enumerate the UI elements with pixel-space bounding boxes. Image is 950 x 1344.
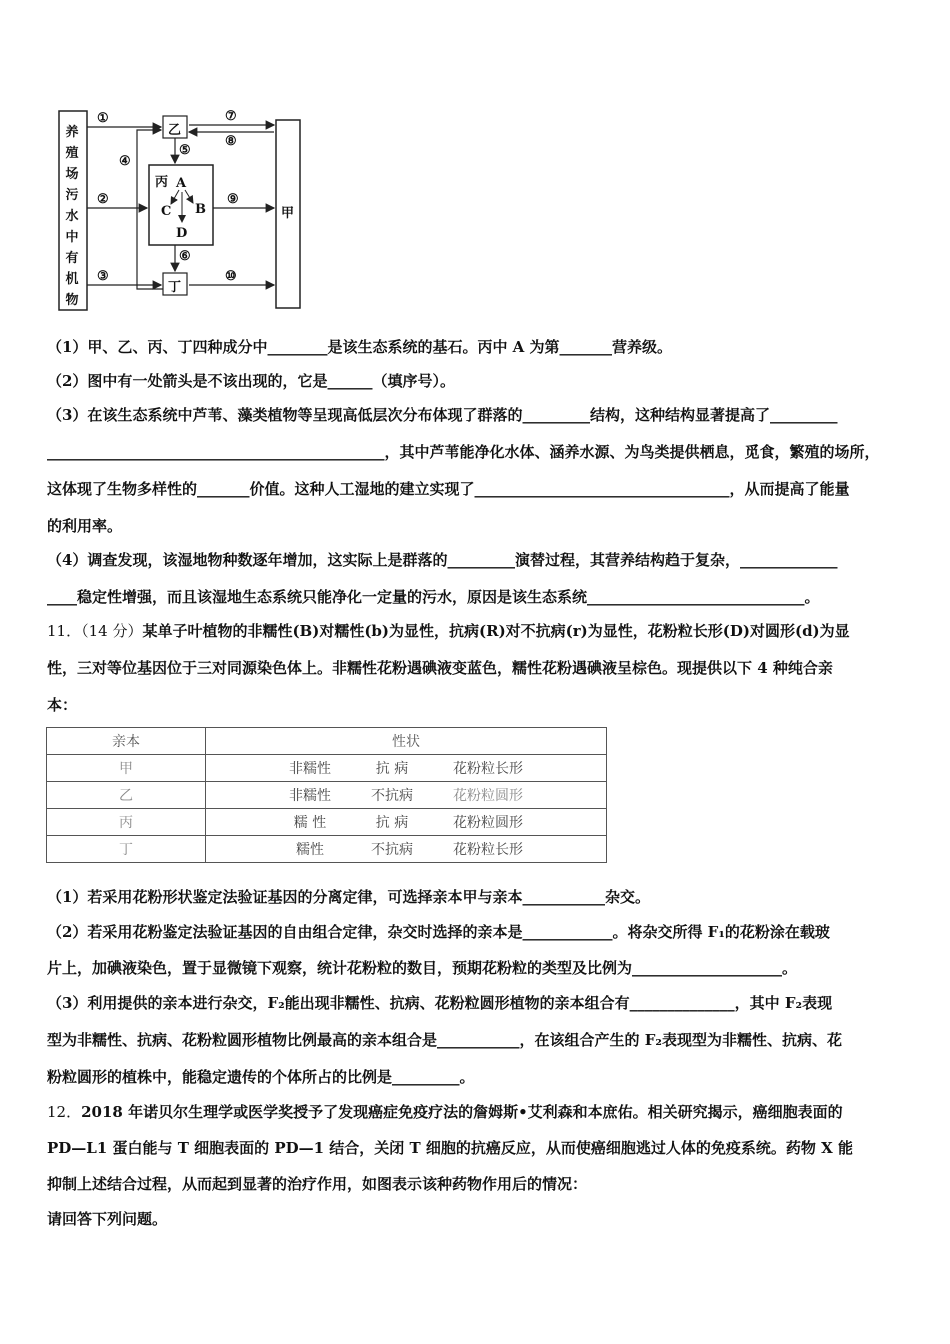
q11-sub3-line3: 粉粒圆形的植株中，能稳定遗传的个体所占的比例是_________。	[47, 1068, 475, 1086]
trait-starch: 非糯性	[289, 761, 331, 777]
q12-line2: PD—L1 蛋白能与 T 细胞表面的 PD—1 结合，关闭 T 细胞的抗癌反应，从而使癌细胞逃过人体的免疫系统。药物 X 能	[47, 1139, 853, 1157]
trait-disease: 抗 病	[375, 815, 409, 831]
trait-pollen: 花粉粒圆形	[453, 815, 523, 831]
trait-disease: 不抗病	[371, 842, 413, 858]
q11-sub3-line1: （3）利用提供的亲本进行杂交，F₂能出现非糯性、抗病、花粉粒圆形植物的亲本组合有______________，其中 F₂表现	[47, 994, 833, 1012]
q10-part3-line4: 的利用率。	[47, 517, 123, 535]
node-ding: 丁	[168, 280, 182, 295]
q10-part3-line3: 这体现了生物多样性的_______价值。这种人工湿地的建立实现了__________________________________，从而提高了能量	[47, 480, 850, 498]
q11-sub3-line2: 型为非糯性、抗病、花粉粒圆形植物比例最高的亲本组合是___________，在该组合产生的 F₂表现型为非糯性、抗病、花	[47, 1031, 842, 1049]
arrow-9: ⑨	[227, 192, 239, 207]
trait-starch: 糯 性	[293, 815, 327, 831]
traits-cell	[206, 755, 607, 782]
header-traits: 性状	[206, 728, 607, 755]
arrow-1: ①	[97, 111, 109, 126]
trait-disease: 抗 病	[375, 761, 409, 777]
q10-part3-line2: _____________________________________________，其中芦苇能净化水体、涵养水源、为鸟类提供栖息，觅食，繁殖的场所，	[47, 443, 880, 461]
arrow-4: ④	[119, 154, 131, 169]
trait-starch: 糯性	[296, 842, 324, 858]
q11-sub1: （1）若采用花粉形状鉴定法验证基因的分离定律，可选择亲本甲与亲本___________杂交。	[47, 888, 650, 906]
trait-pollen: 花粉粒长形	[453, 761, 523, 777]
q11-sub2-line2: 片上，加碘液染色，置于显微镜下观察，统计花粉粒的数目，预期花粉粒的类型及比例为____________________。	[47, 959, 798, 977]
arrow-3: ③	[97, 269, 109, 284]
q10-part1: （1）甲、乙、丙、丁四种成分中________是该生态系统的基石。丙中 A 为第_______营养级。	[47, 338, 673, 356]
trait-starch: 非糯性	[289, 788, 331, 804]
q12-line1-text: 2018 年诺贝尔生理学或医学奖授予了发现癌症免疫疗法的詹姆斯•艾利森和本庶佑。相关研究揭示，癌细胞表面的	[81, 1103, 843, 1121]
arrow-8: ⑧	[225, 134, 237, 149]
q11-sub2-line1: （2）若采用花粉鉴定法验证基因的自由组合定律，杂交时选择的亲本是____________。将杂交所得 F₁的花粉涂在载玻	[47, 923, 830, 941]
q11-intro-line2: 性，三对等位基因位于三对同源染色体上。非糯性花粉遇碘液变蓝色，糯性花粉遇碘液呈棕色。现提供以下 4 种纯合亲	[47, 659, 833, 677]
arrow-2: ②	[97, 192, 109, 207]
q11-intro-text: 某单子叶植物的非糯性(B)对糯性(b)为显性，抗病(R)对不抗病(r)为显性，花粉粒长形(D)对圆形(d)为显	[142, 622, 850, 640]
q10-part3-line1: （3）在该生态系统中芦苇、藻类植物等呈现高低层次分布体现了群落的_________结构，这种结构显著提高了_________	[47, 406, 838, 424]
q11-intro-line1	[47, 621, 907, 641]
traits-cell	[206, 782, 607, 809]
table-row	[47, 782, 607, 809]
inner-c: C	[161, 204, 172, 219]
parent-cell: 丙	[47, 809, 206, 836]
table-header-row	[47, 728, 607, 755]
q12-line1	[47, 1102, 907, 1122]
inner-b: B	[195, 202, 206, 217]
table-row	[47, 755, 607, 782]
q10-part4-line1: （4）调查发现，该湿地物种数逐年增加，这实际上是群落的_________演替过程，其营养结构趋于复杂，_____________	[47, 551, 838, 569]
parent-cell: 乙	[47, 782, 206, 809]
arrow-6: ⑥	[179, 249, 191, 264]
q10-part4-line2: ____稳定性增强，而且该湿地生态系统只能净化一定量的污水，原因是该生态系统_____________________________。	[47, 588, 820, 606]
ecosystem-diagram	[55, 108, 305, 313]
q12-line4: 请回答下列问题。	[47, 1210, 168, 1228]
table-row	[47, 809, 607, 836]
trait-pollen: 花粉粒长形	[453, 842, 523, 858]
node-yi: 乙	[168, 123, 182, 138]
q11-intro-line3: 本：	[47, 696, 78, 714]
trait-pollen: 花粉粒圆形	[453, 788, 523, 804]
q12-line3: 抑制上述结合过程，从而起到显著的治疗作用，如图表示该种药物作用后的情况：	[47, 1175, 588, 1193]
header-parent: 亲本	[47, 728, 206, 755]
traits-cell	[206, 809, 607, 836]
traits-cell	[206, 836, 607, 863]
q12-number: 12．	[47, 1103, 82, 1121]
node-bing: 丙	[155, 175, 169, 190]
table-row	[47, 836, 607, 863]
inner-a: A	[176, 176, 187, 191]
arrow-7: ⑦	[225, 109, 237, 124]
source-label: 养殖场污水中有机物	[65, 125, 79, 308]
arrow-10: ⑩	[225, 269, 237, 284]
parents-table	[46, 727, 607, 863]
inner-d: D	[176, 226, 188, 241]
node-jia: 甲	[281, 206, 295, 221]
parent-cell: 丁	[47, 836, 206, 863]
trait-disease: 不抗病	[371, 788, 413, 804]
parent-cell: 甲	[47, 755, 206, 782]
q10-part2: （2）图中有一处箭头是不该出现的，它是______（填序号）。	[47, 372, 455, 390]
arrow-5: ⑤	[179, 143, 191, 158]
q11-number: 11．（14 分）	[47, 622, 143, 640]
